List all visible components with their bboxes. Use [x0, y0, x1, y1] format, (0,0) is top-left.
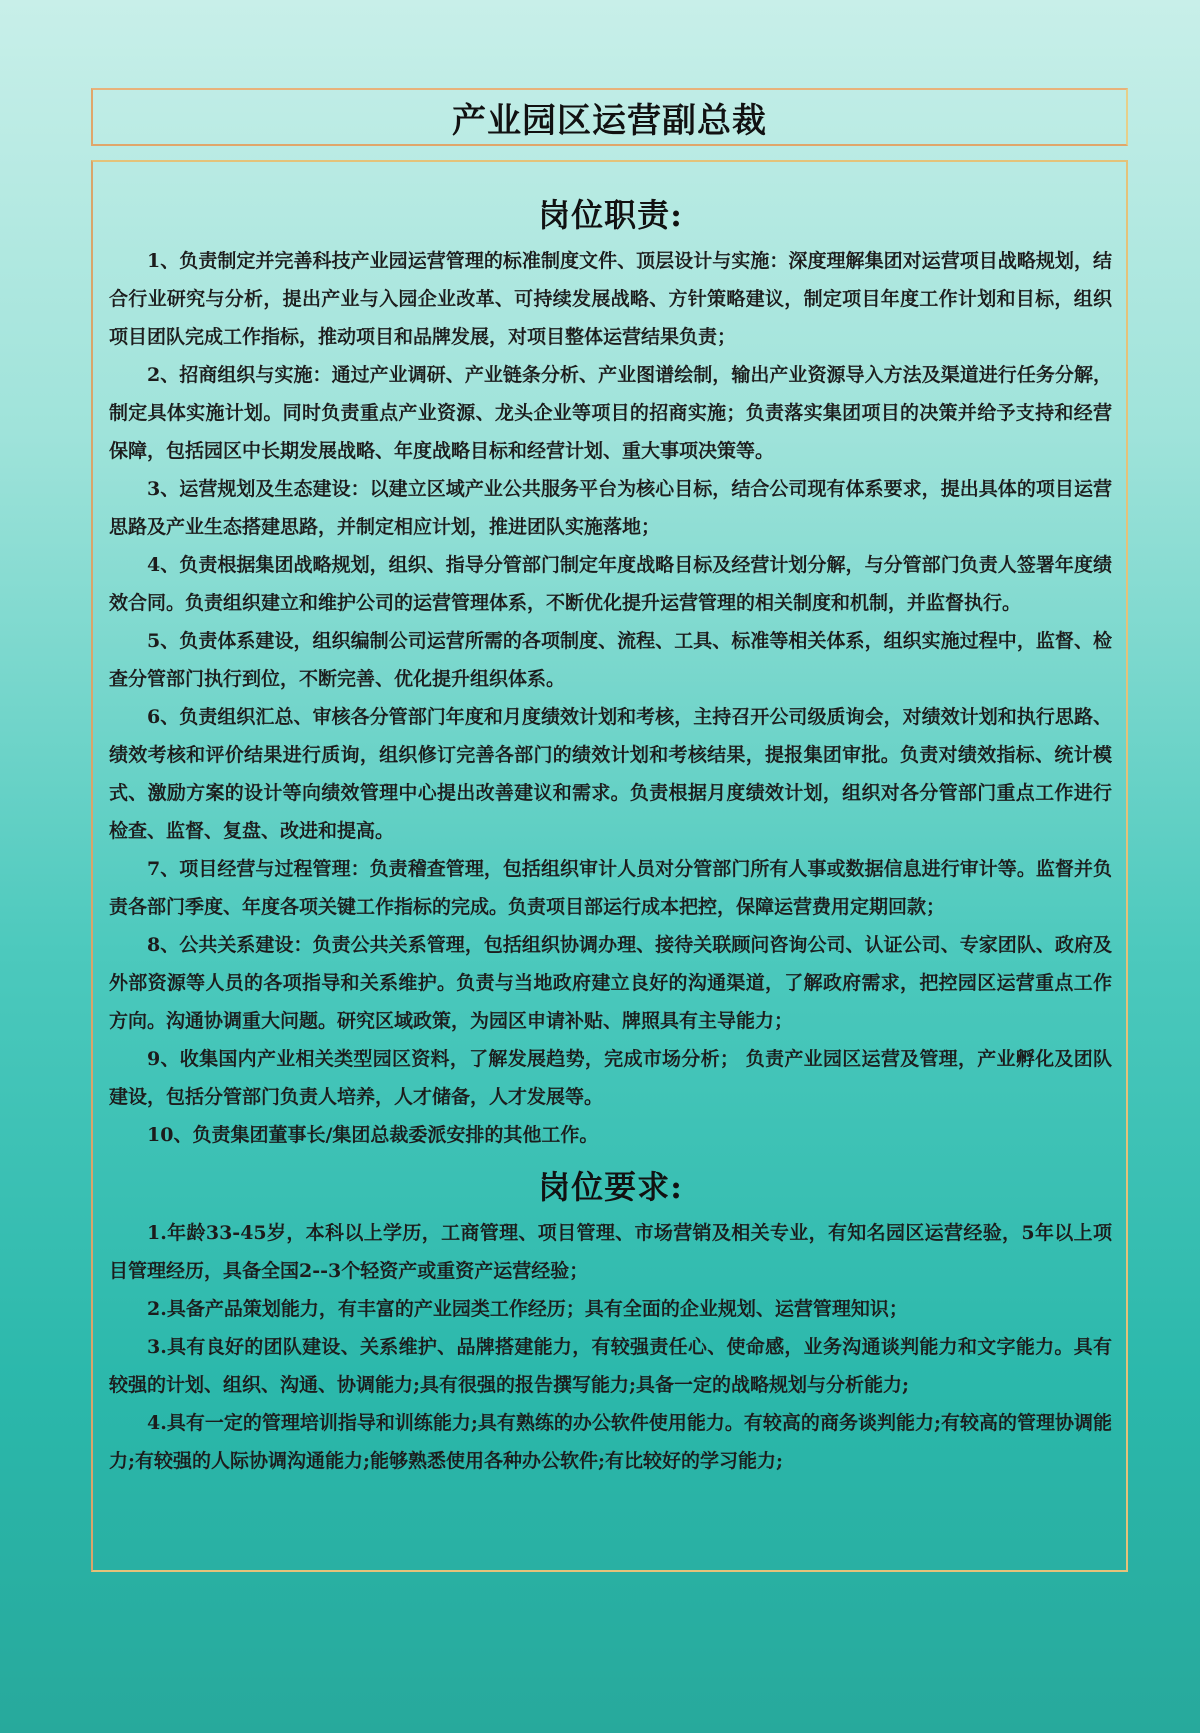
duty-item: 1、负责制定并完善科技产业园运营管理的标准制度文件、顶层设计与实施：深度理解集团对运营项目战略规划，结合行业研究与分析，提出产业与入园企业改革、可持续发展战略、方针策略建议，制定项目年度工作计划和目标，组织项目团队完成工作指标，推动项目和品牌发展，对项目整体运营结果负责； — [109, 250, 1112, 348]
requirement-item: 1.年龄33-45岁，本科以上学历，工商管理、项目管理、市场营销及相关专业，有知名园区运营经验，5年以上项目管理经历，具备全国2--3个轻资产或重资产运营经验； — [109, 1222, 1112, 1282]
duty-item: 2、招商组织与实施：通过产业调研、产业链条分析、产业图谱绘制，输出产业资源导入方法及渠道进行任务分解，制定具体实施计划。同时负责重点产业资源、龙头企业等项目的招商实施；负责落实集团项目的决策并给予支持和经营保障，包括园区中长期发展战略、年度战略目标和经营计划、重大事项决策等。 — [109, 364, 1112, 462]
duty-item: 9、收集国内产业相关类型园区资料，了解发展趋势，完成市场分析； 负责产业园区运营及管理，产业孵化及团队建设，包括分管部门负责人培养，人才储备，人才发展等。 — [109, 1048, 1112, 1108]
duty-item: 5、负责体系建设，组织编制公司运营所需的各项制度、流程、工具、标准等相关体系，组织实施过程中，监督、检查分管部门执行到位，不断完善、优化提升组织体系。 — [109, 630, 1112, 690]
requirement-item: 2.具备产品策划能力，有丰富的产业园类工作经历；具有全面的企业规划、运营管理知识； — [147, 1298, 908, 1320]
title-box — [91, 88, 1128, 146]
duties-list — [109, 242, 1112, 1154]
requirements-heading: 岗位要求: — [538, 1168, 683, 1206]
content-box — [91, 160, 1128, 1572]
requirements-list — [109, 1214, 1112, 1480]
duty-item: 10、负责集团董事长/集团总裁委派安排的其他工作。 — [147, 1124, 599, 1146]
duty-item: 8、公共关系建设：负责公共关系管理，包括组织协调办理、接待关联顾问咨询公司、认证公司、专家团队、政府及外部资源等人员的各项指导和关系维护。负责与当地政府建立良好的沟通渠道，了解政府需求，把控园区运营重点工作方向。沟通协调重大问题。研究区域政策，为园区申请补贴、牌照具有主导能力； — [109, 934, 1112, 1032]
requirement-item: 3.具有良好的团队建设、关系维护、品牌搭建能力，有较强责任心、使命感，业务沟通谈判能力和文字能力。具有较强的计划、组织、沟通、协调能力;具有很强的报告撰写能力;具备一定的战略规划与分析能力; — [109, 1336, 1112, 1396]
page-title: 产业园区运营副总裁 — [452, 100, 767, 141]
duty-item: 3、运营规划及生态建设：以建立区域产业公共服务平台为核心目标，结合公司现有体系要求，提出具体的项目运营思路及产业生态搭建思路，并制定相应计划，推进团队实施落地； — [109, 478, 1112, 538]
duty-item: 6、负责组织汇总、审核各分管部门年度和月度绩效计划和考核，主持召开公司级质询会，对绩效计划和执行思路、绩效考核和评价结果进行质询，组织修订完善各部门的绩效计划和考核结果，提报集团审批。负责对绩效指标、统计模式、激励方案的设计等向绩效管理中心提出改善建议和需求。负责根据月度绩效计划，组织对各分管部门重点工作进行检查、监督、复盘、改进和提高。 — [109, 706, 1112, 842]
duties-heading: 岗位职责: — [538, 196, 683, 234]
duty-item: 4、负责根据集团战略规划，组织、指导分管部门制定年度战略目标及经营计划分解，与分管部门负责人签署年度绩效合同。负责组织建立和维护公司的运营管理体系，不断优化提升运营管理的相关制度和机制，并监督执行。 — [109, 554, 1112, 614]
requirement-item: 4.具有一定的管理培训指导和训练能力;具有熟练的办公软件使用能力。有较高的商务谈判能力;有较高的管理协调能力;有较强的人际协调沟通能力;能够熟悉使用各种办公软件;有比较好的学习能力; — [109, 1412, 1112, 1472]
duty-item: 7、项目经营与过程管理：负责稽查管理，包括组织审计人员对分管部门所有人事或数据信息进行审计等。监督并负责各部门季度、年度各项关键工作指标的完成。负责项目部运行成本把控，保障运营费用定期回款； — [109, 858, 1112, 918]
